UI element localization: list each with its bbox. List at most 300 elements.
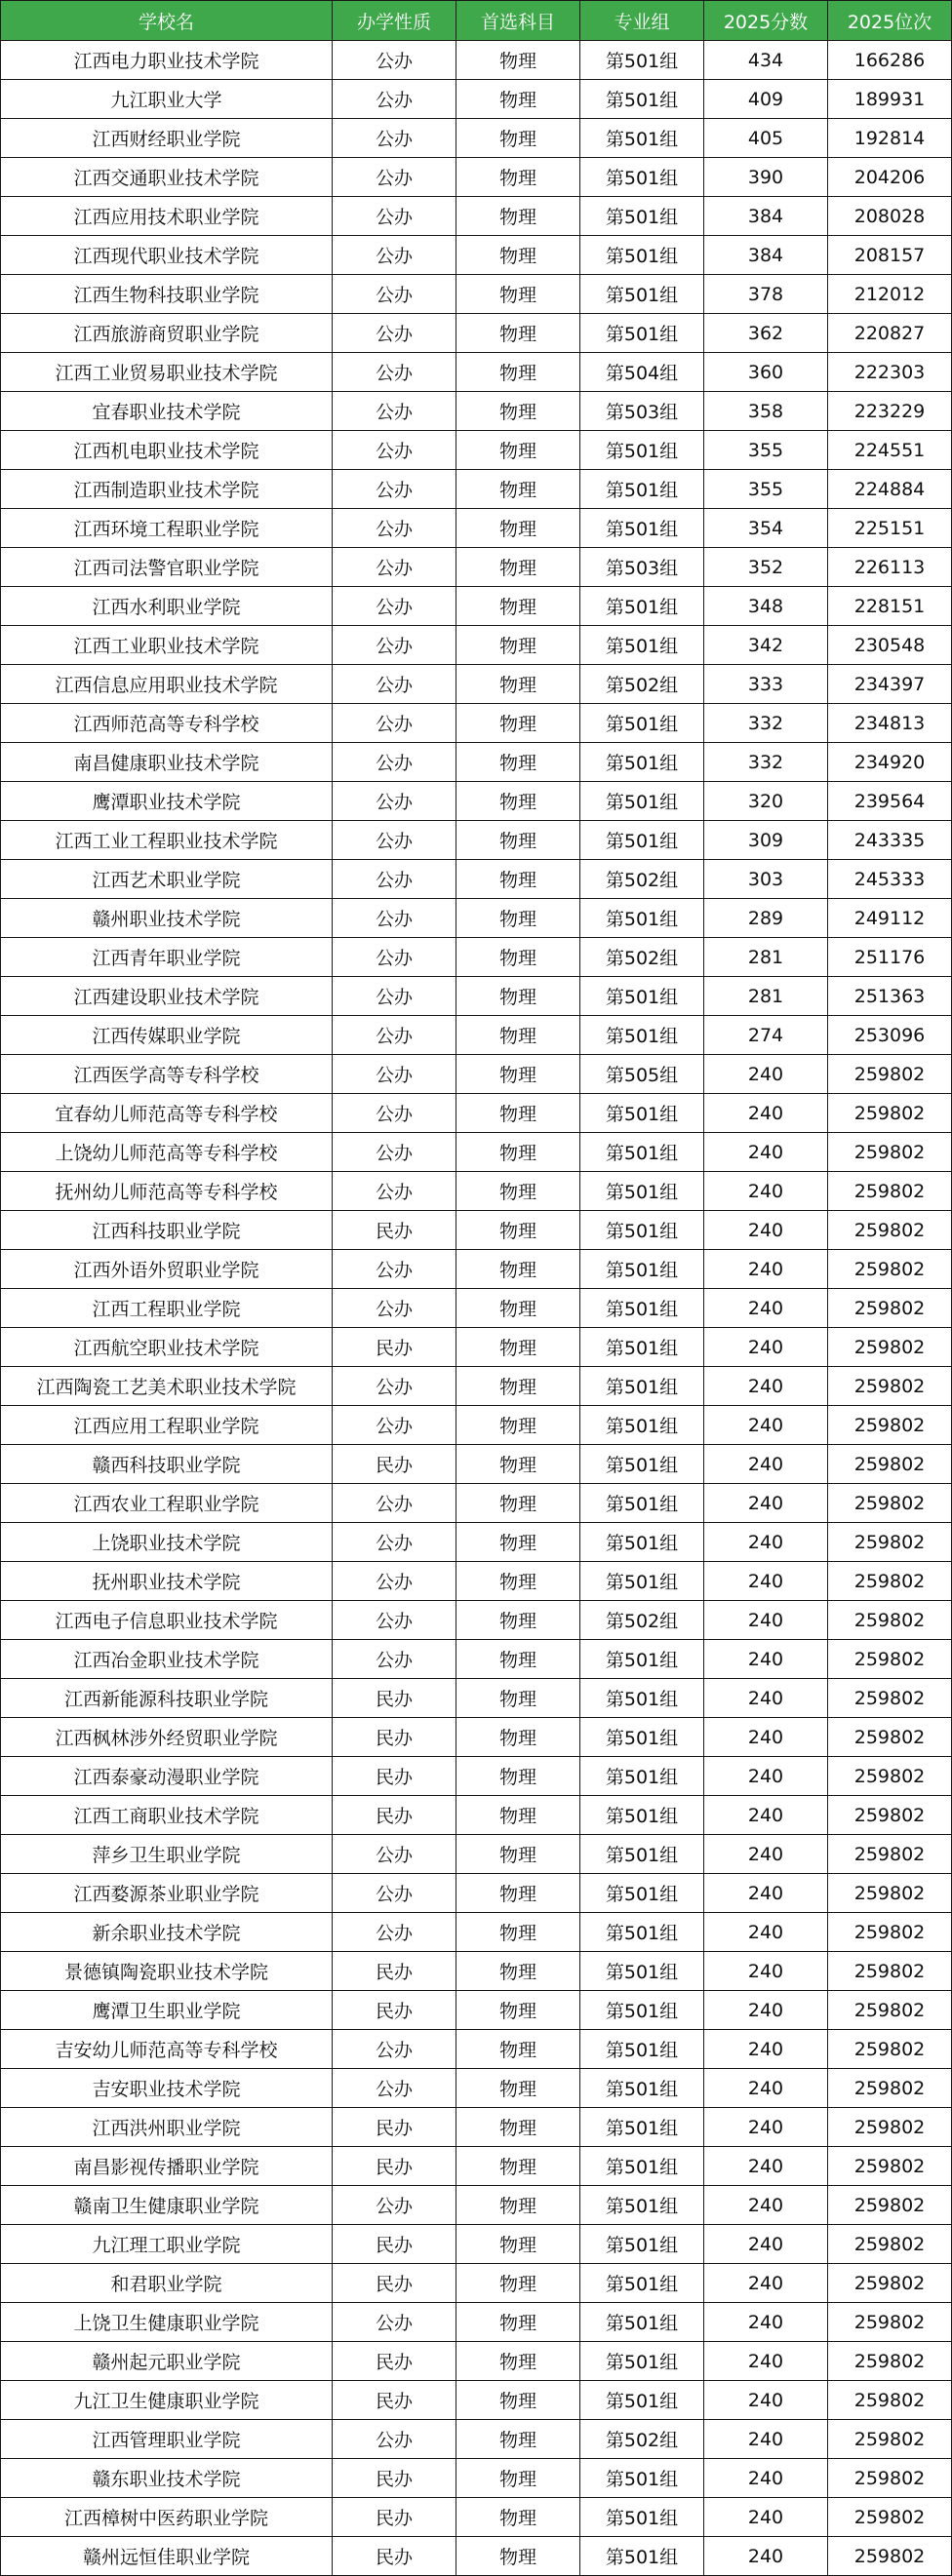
major-group-cell: 第501组 — [580, 1133, 704, 1172]
major-group-cell: 第505组 — [580, 1055, 704, 1094]
primary-subject-cell: 物理 — [456, 275, 580, 314]
rank-cell: 204206 — [828, 158, 952, 197]
score-cell: 240 — [704, 2108, 828, 2147]
major-group-cell: 第501组 — [580, 1367, 704, 1406]
school-type-cell: 公办 — [333, 782, 456, 821]
school-type-cell: 公办 — [333, 1250, 456, 1289]
score-cell: 240 — [704, 1640, 828, 1679]
score-cell: 240 — [704, 2381, 828, 2420]
primary-subject-cell: 物理 — [456, 2459, 580, 2498]
school-type-cell: 公办 — [333, 743, 456, 782]
table-row — [1, 2225, 952, 2264]
rank-cell: 251176 — [828, 938, 952, 977]
primary-subject-cell: 物理 — [456, 1445, 580, 1484]
primary-subject-cell: 物理 — [456, 197, 580, 236]
major-group-cell: 第503组 — [580, 548, 704, 587]
score-cell: 384 — [704, 197, 828, 236]
primary-subject-cell: 物理 — [456, 353, 580, 392]
major-group-cell: 第501组 — [580, 1523, 704, 1562]
school-name-cell: 江西泰豪动漫职业学院 — [1, 1757, 333, 1796]
rank-cell: 259802 — [828, 1367, 952, 1406]
score-cell: 281 — [704, 977, 828, 1016]
major-group-cell: 第501组 — [580, 509, 704, 548]
school-name-cell: 江西制造职业技术学院 — [1, 470, 333, 509]
score-cell: 358 — [704, 392, 828, 431]
table-row — [1, 548, 952, 587]
primary-subject-cell: 物理 — [456, 1367, 580, 1406]
major-group-cell: 第501组 — [580, 2147, 704, 2186]
major-group-cell: 第501组 — [580, 2264, 704, 2303]
school-name-cell: 吉安职业技术学院 — [1, 2069, 333, 2108]
score-cell: 332 — [704, 704, 828, 743]
major-group-cell: 第501组 — [580, 1835, 704, 1874]
school-type-cell: 民办 — [333, 1211, 456, 1250]
school-type-cell: 公办 — [333, 1055, 456, 1094]
table-row — [1, 119, 952, 158]
table-row — [1, 1952, 952, 1991]
school-name-cell: 江西应用工程职业学院 — [1, 1406, 333, 1445]
school-type-cell: 民办 — [333, 1328, 456, 1367]
score-cell: 240 — [704, 2342, 828, 2381]
score-cell: 240 — [704, 1172, 828, 1211]
score-cell: 240 — [704, 1835, 828, 1874]
school-type-cell: 民办 — [333, 2147, 456, 2186]
major-group-cell: 第501组 — [580, 1640, 704, 1679]
score-cell: 354 — [704, 509, 828, 548]
school-name-cell: 九江理工职业学院 — [1, 2225, 333, 2264]
rank-cell: 259802 — [828, 1406, 952, 1445]
table-row — [1, 2069, 952, 2108]
school-type-cell: 公办 — [333, 2186, 456, 2225]
school-name-cell: 江西水利职业学院 — [1, 587, 333, 626]
rank-cell: 259802 — [828, 1835, 952, 1874]
rank-cell: 251363 — [828, 977, 952, 1016]
rank-cell: 259802 — [828, 1952, 952, 1991]
score-cell: 240 — [704, 1406, 828, 1445]
school-name-cell: 赣州职业技术学院 — [1, 899, 333, 938]
major-group-cell: 第502组 — [580, 2420, 704, 2459]
major-group-cell: 第501组 — [580, 2225, 704, 2264]
primary-subject-cell: 物理 — [456, 704, 580, 743]
major-group-cell: 第501组 — [580, 2459, 704, 2498]
primary-subject-cell: 物理 — [456, 548, 580, 587]
table-header — [1, 1, 952, 41]
school-type-cell: 公办 — [333, 899, 456, 938]
primary-subject-cell: 物理 — [456, 1796, 580, 1835]
school-type-cell: 公办 — [333, 119, 456, 158]
school-type-cell: 公办 — [333, 1367, 456, 1406]
primary-subject-cell: 物理 — [456, 119, 580, 158]
school-name-cell: 江西环境工程职业学院 — [1, 509, 333, 548]
table-row — [1, 1367, 952, 1406]
major-group-cell: 第501组 — [580, 1757, 704, 1796]
major-group-cell: 第501组 — [580, 1211, 704, 1250]
table-row — [1, 938, 952, 977]
table-row — [1, 1133, 952, 1172]
school-name-cell: 江西司法警官职业学院 — [1, 548, 333, 587]
major-group-cell: 第501组 — [580, 2108, 704, 2147]
school-name-cell: 江西管理职业学院 — [1, 2420, 333, 2459]
primary-subject-cell: 物理 — [456, 782, 580, 821]
primary-subject-cell: 物理 — [456, 938, 580, 977]
school-name-cell: 江西生物科技职业学院 — [1, 275, 333, 314]
major-group-cell: 第501组 — [580, 1250, 704, 1289]
primary-subject-cell: 物理 — [456, 899, 580, 938]
school-name-cell: 江西工业职业技术学院 — [1, 626, 333, 665]
school-name-cell: 上饶卫生健康职业学院 — [1, 2303, 333, 2342]
school-type-cell: 公办 — [333, 1172, 456, 1211]
rank-cell: 166286 — [828, 41, 952, 80]
school-name-cell: 赣南卫生健康职业学院 — [1, 2186, 333, 2225]
school-type-cell: 民办 — [333, 1757, 456, 1796]
major-group-cell: 第501组 — [580, 1718, 704, 1757]
school-name-cell: 江西现代职业技术学院 — [1, 236, 333, 275]
primary-subject-cell: 物理 — [456, 470, 580, 509]
rank-cell: 259802 — [828, 1562, 952, 1601]
school-name-cell: 江西外语外贸职业学院 — [1, 1250, 333, 1289]
school-type-cell: 公办 — [333, 314, 456, 353]
major-group-cell: 第502组 — [580, 938, 704, 977]
school-name-cell: 江西航空职业技术学院 — [1, 1328, 333, 1367]
school-name-cell: 上饶幼儿师范高等专科学校 — [1, 1133, 333, 1172]
rank-cell: 259802 — [828, 1211, 952, 1250]
score-cell: 352 — [704, 548, 828, 587]
primary-subject-cell: 物理 — [456, 314, 580, 353]
table-row — [1, 470, 952, 509]
rank-cell: 220827 — [828, 314, 952, 353]
table-row — [1, 1679, 952, 1718]
header-primary-subject: 首选科目 — [456, 1, 580, 41]
major-group-cell: 第501组 — [580, 314, 704, 353]
school-name-cell: 江西工商职业技术学院 — [1, 1796, 333, 1835]
major-group-cell: 第501组 — [580, 782, 704, 821]
school-type-cell: 公办 — [333, 236, 456, 275]
table-row — [1, 1874, 952, 1913]
major-group-cell: 第501组 — [580, 158, 704, 197]
major-group-cell: 第501组 — [580, 2030, 704, 2069]
school-name-cell: 江西工程职业学院 — [1, 1289, 333, 1328]
table-row — [1, 1796, 952, 1835]
header-score-2025: 2025分数 — [704, 1, 828, 41]
table-row — [1, 899, 952, 938]
major-group-cell: 第501组 — [580, 41, 704, 80]
school-name-cell: 鹰潭卫生职业学院 — [1, 1991, 333, 2030]
primary-subject-cell: 物理 — [456, 2264, 580, 2303]
score-cell: 240 — [704, 2498, 828, 2537]
table-row — [1, 1523, 952, 1562]
table-row — [1, 1172, 952, 1211]
primary-subject-cell: 物理 — [456, 1289, 580, 1328]
school-name-cell: 赣州起元职业学院 — [1, 2342, 333, 2381]
score-cell: 240 — [704, 1484, 828, 1523]
score-cell: 332 — [704, 743, 828, 782]
table-row — [1, 2420, 952, 2459]
score-cell: 378 — [704, 275, 828, 314]
rank-cell: 259802 — [828, 2381, 952, 2420]
school-type-cell: 公办 — [333, 821, 456, 860]
rank-cell: 222303 — [828, 353, 952, 392]
table-row — [1, 782, 952, 821]
school-name-cell: 江西陶瓷工艺美术职业技术学院 — [1, 1367, 333, 1406]
score-cell: 240 — [704, 1874, 828, 1913]
school-type-cell: 公办 — [333, 431, 456, 470]
school-type-cell: 公办 — [333, 158, 456, 197]
primary-subject-cell: 物理 — [456, 665, 580, 704]
rank-cell: 234397 — [828, 665, 952, 704]
score-cell: 240 — [704, 1094, 828, 1133]
major-group-cell: 第501组 — [580, 743, 704, 782]
score-cell: 240 — [704, 2537, 828, 2576]
major-group-cell: 第501组 — [580, 2498, 704, 2537]
primary-subject-cell: 物理 — [456, 392, 580, 431]
header-school-type: 办学性质 — [333, 1, 456, 41]
major-group-cell: 第501组 — [580, 1484, 704, 1523]
rank-cell: 208028 — [828, 197, 952, 236]
major-group-cell: 第501组 — [580, 431, 704, 470]
primary-subject-cell: 物理 — [456, 1328, 580, 1367]
table-row — [1, 743, 952, 782]
primary-subject-cell: 物理 — [456, 1601, 580, 1640]
primary-subject-cell: 物理 — [456, 1640, 580, 1679]
score-cell: 390 — [704, 158, 828, 197]
score-cell: 309 — [704, 821, 828, 860]
table-row — [1, 2459, 952, 2498]
table-row — [1, 1640, 952, 1679]
school-name-cell: 赣东职业技术学院 — [1, 2459, 333, 2498]
primary-subject-cell: 物理 — [456, 2303, 580, 2342]
table-row — [1, 1757, 952, 1796]
score-cell: 240 — [704, 1952, 828, 1991]
rank-cell: 234813 — [828, 704, 952, 743]
major-group-cell: 第501组 — [580, 197, 704, 236]
school-type-cell: 公办 — [333, 1835, 456, 1874]
table-row — [1, 275, 952, 314]
rank-cell: 259802 — [828, 1094, 952, 1133]
table-row — [1, 2303, 952, 2342]
school-name-cell: 南昌健康职业技术学院 — [1, 743, 333, 782]
table-body — [1, 41, 952, 2576]
school-type-cell: 公办 — [333, 509, 456, 548]
school-type-cell: 民办 — [333, 1445, 456, 1484]
major-group-cell: 第501组 — [580, 1289, 704, 1328]
primary-subject-cell: 物理 — [456, 2147, 580, 2186]
score-cell: 240 — [704, 1211, 828, 1250]
major-group-cell: 第501组 — [580, 1913, 704, 1952]
primary-subject-cell: 物理 — [456, 2420, 580, 2459]
school-name-cell: 江西农业工程职业学院 — [1, 1484, 333, 1523]
rank-cell: 259802 — [828, 2108, 952, 2147]
score-cell: 240 — [704, 2147, 828, 2186]
score-cell: 434 — [704, 41, 828, 80]
primary-subject-cell: 物理 — [456, 158, 580, 197]
table-row — [1, 1601, 952, 1640]
primary-subject-cell: 物理 — [456, 1211, 580, 1250]
major-group-cell: 第501组 — [580, 236, 704, 275]
school-name-cell: 江西工业工程职业技术学院 — [1, 821, 333, 860]
primary-subject-cell: 物理 — [456, 2069, 580, 2108]
school-name-cell: 江西医学高等专科学校 — [1, 1055, 333, 1094]
rank-cell: 225151 — [828, 509, 952, 548]
school-type-cell: 民办 — [333, 1796, 456, 1835]
rank-cell: 259802 — [828, 2498, 952, 2537]
major-group-cell: 第501组 — [580, 977, 704, 1016]
school-type-cell: 公办 — [333, 2069, 456, 2108]
school-type-cell: 民办 — [333, 2537, 456, 2576]
rank-cell: 259802 — [828, 2459, 952, 2498]
school-name-cell: 鹰潭职业技术学院 — [1, 782, 333, 821]
primary-subject-cell: 物理 — [456, 1835, 580, 1874]
rank-cell: 208157 — [828, 236, 952, 275]
rank-cell: 224884 — [828, 470, 952, 509]
school-name-cell: 江西师范高等专科学校 — [1, 704, 333, 743]
table-row — [1, 1055, 952, 1094]
school-type-cell: 公办 — [333, 860, 456, 899]
score-cell: 405 — [704, 119, 828, 158]
header-rank-2025: 2025位次 — [828, 1, 952, 41]
school-name-cell: 江西青年职业学院 — [1, 938, 333, 977]
major-group-cell: 第501组 — [580, 2186, 704, 2225]
school-name-cell: 宜春职业技术学院 — [1, 392, 333, 431]
score-cell: 240 — [704, 1523, 828, 1562]
rank-cell: 259802 — [828, 2030, 952, 2069]
school-name-cell: 景德镇陶瓷职业技术学院 — [1, 1952, 333, 1991]
school-type-cell: 民办 — [333, 1952, 456, 1991]
school-name-cell: 吉安幼儿师范高等专科学校 — [1, 2030, 333, 2069]
school-type-cell: 公办 — [333, 548, 456, 587]
score-cell: 320 — [704, 782, 828, 821]
rank-cell: 259802 — [828, 2069, 952, 2108]
school-type-cell: 公办 — [333, 80, 456, 119]
school-type-cell: 公办 — [333, 1523, 456, 1562]
school-type-cell: 公办 — [333, 587, 456, 626]
school-type-cell: 民办 — [333, 1991, 456, 2030]
score-cell: 240 — [704, 1328, 828, 1367]
table-row — [1, 1016, 952, 1055]
score-cell: 240 — [704, 1679, 828, 1718]
school-name-cell: 江西冶金职业技术学院 — [1, 1640, 333, 1679]
rank-cell: 223229 — [828, 392, 952, 431]
table-row — [1, 860, 952, 899]
rank-cell: 259802 — [828, 2186, 952, 2225]
rank-cell: 228151 — [828, 587, 952, 626]
rank-cell: 239564 — [828, 782, 952, 821]
major-group-cell: 第501组 — [580, 2342, 704, 2381]
score-cell: 240 — [704, 1601, 828, 1640]
rank-cell: 259802 — [828, 2264, 952, 2303]
table-row — [1, 1445, 952, 1484]
table-row — [1, 1094, 952, 1133]
header-row — [1, 1, 952, 41]
table-row — [1, 704, 952, 743]
score-cell: 240 — [704, 2225, 828, 2264]
major-group-cell: 第501组 — [580, 626, 704, 665]
major-group-cell: 第501组 — [580, 1679, 704, 1718]
school-name-cell: 萍乡卫生职业学院 — [1, 1835, 333, 1874]
table-row — [1, 2186, 952, 2225]
rank-cell: 259802 — [828, 2342, 952, 2381]
school-type-cell: 公办 — [333, 1484, 456, 1523]
major-group-cell: 第503组 — [580, 392, 704, 431]
score-cell: 240 — [704, 1718, 828, 1757]
school-type-cell: 民办 — [333, 2342, 456, 2381]
primary-subject-cell: 物理 — [456, 1718, 580, 1757]
rank-cell: 259802 — [828, 1601, 952, 1640]
school-type-cell: 公办 — [333, 1133, 456, 1172]
school-type-cell: 民办 — [333, 2264, 456, 2303]
school-type-cell: 公办 — [333, 938, 456, 977]
major-group-cell: 第501组 — [580, 821, 704, 860]
rank-cell: 253096 — [828, 1016, 952, 1055]
score-cell: 355 — [704, 431, 828, 470]
score-cell: 240 — [704, 2030, 828, 2069]
table-row — [1, 2381, 952, 2420]
school-type-cell: 公办 — [333, 1406, 456, 1445]
school-type-cell: 公办 — [333, 704, 456, 743]
rank-cell: 259802 — [828, 1796, 952, 1835]
rank-cell: 259802 — [828, 2420, 952, 2459]
score-cell: 333 — [704, 665, 828, 704]
rank-cell: 245333 — [828, 860, 952, 899]
major-group-cell: 第501组 — [580, 899, 704, 938]
rank-cell: 259802 — [828, 1679, 952, 1718]
major-group-cell: 第501组 — [580, 1328, 704, 1367]
score-cell: 360 — [704, 353, 828, 392]
school-name-cell: 上饶职业技术学院 — [1, 1523, 333, 1562]
rank-cell: 192814 — [828, 119, 952, 158]
school-type-cell: 公办 — [333, 2303, 456, 2342]
school-type-cell: 公办 — [333, 1874, 456, 1913]
school-name-cell: 江西机电职业技术学院 — [1, 431, 333, 470]
school-type-cell: 公办 — [333, 1094, 456, 1133]
school-name-cell: 宜春幼儿师范高等专科学校 — [1, 1094, 333, 1133]
primary-subject-cell: 物理 — [456, 2225, 580, 2264]
score-cell: 240 — [704, 1991, 828, 2030]
primary-subject-cell: 物理 — [456, 2381, 580, 2420]
primary-subject-cell: 物理 — [456, 743, 580, 782]
table-row — [1, 236, 952, 275]
rank-cell: 230548 — [828, 626, 952, 665]
school-type-cell: 公办 — [333, 1016, 456, 1055]
score-cell: 362 — [704, 314, 828, 353]
table-row — [1, 1328, 952, 1367]
school-name-cell: 江西工业贸易职业技术学院 — [1, 353, 333, 392]
rank-cell: 259802 — [828, 2225, 952, 2264]
primary-subject-cell: 物理 — [456, 509, 580, 548]
school-name-cell: 江西枫林涉外经贸职业学院 — [1, 1718, 333, 1757]
primary-subject-cell: 物理 — [456, 1133, 580, 1172]
score-cell: 240 — [704, 1913, 828, 1952]
table-row — [1, 509, 952, 548]
primary-subject-cell: 物理 — [456, 1874, 580, 1913]
table-row — [1, 392, 952, 431]
primary-subject-cell: 物理 — [456, 860, 580, 899]
school-name-cell: 九江卫生健康职业学院 — [1, 2381, 333, 2420]
primary-subject-cell: 物理 — [456, 1094, 580, 1133]
score-cell: 240 — [704, 2264, 828, 2303]
major-group-cell: 第502组 — [580, 860, 704, 899]
school-type-cell: 公办 — [333, 665, 456, 704]
school-name-cell: 和君职业学院 — [1, 2264, 333, 2303]
table-row — [1, 1250, 952, 1289]
school-type-cell: 公办 — [333, 1913, 456, 1952]
header-school-name: 学校名 — [1, 1, 333, 41]
rank-cell: 259802 — [828, 1874, 952, 1913]
primary-subject-cell: 物理 — [456, 1484, 580, 1523]
score-cell: 240 — [704, 1250, 828, 1289]
major-group-cell: 第501组 — [580, 1445, 704, 1484]
major-group-cell: 第501组 — [580, 1016, 704, 1055]
table-row — [1, 1211, 952, 1250]
